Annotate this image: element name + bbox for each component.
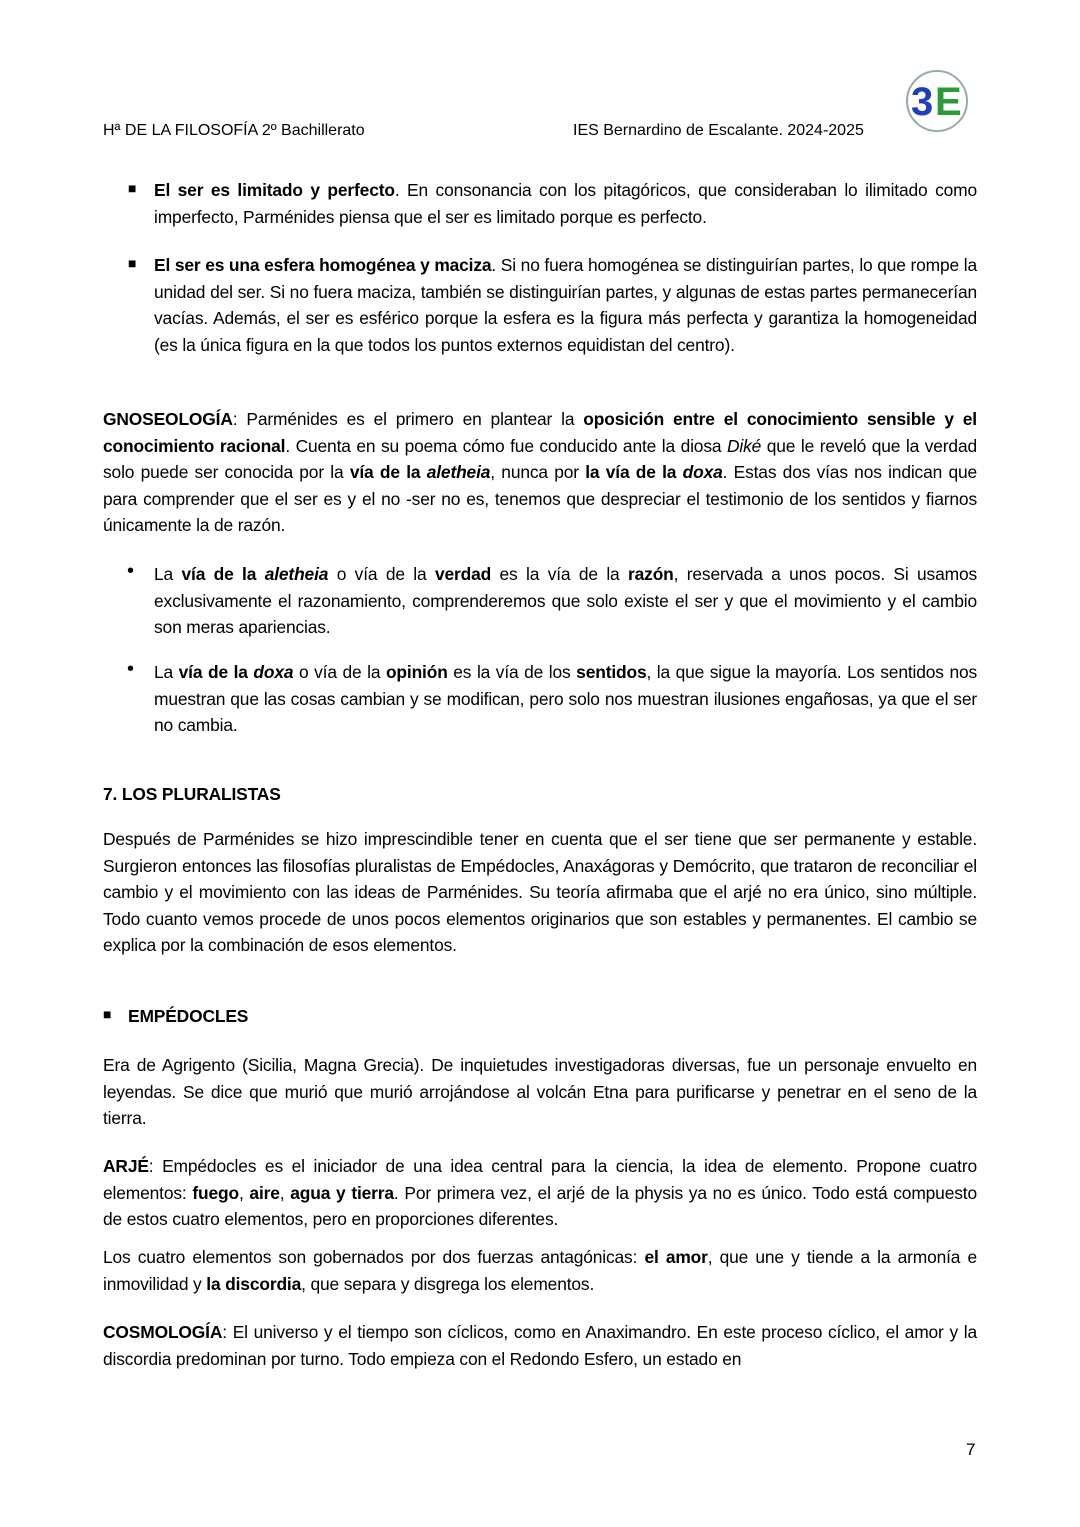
round-bullet-icon: • xyxy=(127,560,135,582)
section-heading-pluralistas xyxy=(103,781,977,808)
header-course: Hª DE LA FILOSOFÍA 2º Bachillerato xyxy=(103,122,365,139)
text-run: o vía de la xyxy=(328,564,435,584)
text-run: razón xyxy=(628,564,674,584)
svg-text:3: 3 xyxy=(911,80,934,124)
text-run: . Por primera vez, el arjé de la physis ya no es único. Todo está compuesto de estos cuatro elementos, pero en proporciones diferentes. xyxy=(103,1182,977,1230)
text-run: . Si no fuera homogénea se distinguirían partes, lo que rompe la unidad del ser. Si no fuera maciza, también se distinguirían partes, y algunas de estas partes permanecerían vacías. Además, el ser es esférico porque la esfera es la figura más perfecta y garantiza la homogeneidad (es la única figura en la que todos los puntos externos equidistan del centro). xyxy=(154,255,977,355)
text-run: aletheia xyxy=(426,462,491,483)
text-run: 7. LOS PLURALISTAS xyxy=(103,784,281,804)
text-run: , xyxy=(238,1182,250,1203)
text-run: verdad xyxy=(434,564,492,584)
text-run: oposición entre el conocimiento sensible y el conocimiento racional xyxy=(103,409,977,456)
text-run: , nunca por xyxy=(490,462,586,483)
text-run: La xyxy=(154,662,179,682)
text-run: el amor xyxy=(644,1247,708,1267)
square-bullet-icon: ■ xyxy=(128,180,137,196)
text-run: . Cuenta en su poema cómo fue conducido ante la diosa xyxy=(285,435,727,456)
bullet-doxa xyxy=(154,659,977,739)
text-run: La xyxy=(154,564,182,584)
text-run: aletheia xyxy=(264,564,329,584)
text-run: ARJÉ xyxy=(103,1156,149,1176)
school-logo xyxy=(904,68,970,134)
text-run: aire xyxy=(249,1182,280,1203)
text-run: es la vía de la xyxy=(491,564,629,584)
page-number: 7 xyxy=(966,1440,976,1459)
text-run: , que une y tiende a la armonía e inmovilidad y xyxy=(103,1247,978,1294)
subheading-empedocles xyxy=(128,1003,977,1030)
text-run: , la que sigue la mayoría. Los sentidos nos muestran que las cosas cambian y se modifican, pero solo nos muestran ilusiones engañosas, ya que el ser no cambia. xyxy=(154,662,978,736)
text-run: agua y tierra xyxy=(290,1182,394,1203)
text-run: : Empédocles es el iniciador de una idea central para la ciencia, la idea de elemento. Propone cuatro elementos: xyxy=(103,1156,977,1203)
text-run: El ser es limitado y perfecto xyxy=(154,180,395,200)
text-run: , reservada a unos pocos. Si usamos exclusivamente el razonamiento, comprenderemos que solo existe el ser y que el movimiento y el cambio son meras apariencias. xyxy=(154,564,978,638)
text-run: doxa xyxy=(253,662,294,682)
text-run: : Parménides es el primero en plantear la xyxy=(232,409,584,429)
text-run: COSMOLOGÍA xyxy=(103,1322,223,1342)
text-run: El ser es una esfera homogénea y maciza xyxy=(154,255,492,275)
header-school: IES Bernardino de Escalante. 2024-2025 xyxy=(573,122,864,139)
text-run: , que separa y disgrega los elementos. xyxy=(301,1273,595,1294)
text-run: Los cuatro elementos son gobernados por dos fuerzas antagónicas: xyxy=(103,1247,645,1267)
paragraph-fuerzas xyxy=(103,1244,977,1297)
text-run: vía de la xyxy=(181,564,265,584)
bullet-limitado xyxy=(154,177,977,230)
text-run: . Estas dos vías nos indican que para comprender que el ser es y el no -ser no es, tenemos que despreciar el testimonio de los sentidos y fiarnos únicamente la de razón. xyxy=(103,462,978,536)
bullet-esfera xyxy=(154,252,977,358)
square-bullet-icon: ■ xyxy=(128,255,137,271)
text-run: vía de la xyxy=(349,462,427,483)
paragraph-arje xyxy=(103,1153,977,1233)
square-bullet-icon: ■ xyxy=(103,1006,112,1022)
text-run: o vía de la xyxy=(293,662,386,682)
text-run: . En consonancia con los pitagóricos, que consideraban lo ilimitado como imperfecto, Parménides piensa que el ser es limitado porque es perfecto. xyxy=(154,180,977,227)
text-run: vía de la xyxy=(178,662,254,682)
paragraph-agrigento xyxy=(103,1052,977,1132)
round-bullet-icon: • xyxy=(127,658,135,680)
paragraph-pluralistas xyxy=(103,826,977,959)
svg-text:E: E xyxy=(935,80,962,124)
text-run: fuego xyxy=(192,1182,239,1203)
paragraph-cosmologia xyxy=(103,1319,977,1372)
text-run: que le reveló que la verdad solo puede ser conocida por la xyxy=(103,435,977,483)
text-run: sentidos xyxy=(576,662,647,682)
text-run: la vía de la xyxy=(585,462,683,483)
text-run: opinión xyxy=(385,662,448,682)
bullet-aletheia xyxy=(154,561,977,641)
text-run: : El universo y el tiempo son cíclicos, como en Anaximandro. En este proceso cíclico, el amor y la discordia predominan por turno. Todo empieza con el Redondo Esfero, un estado en xyxy=(103,1322,977,1369)
paragraph-gnoseologia xyxy=(103,406,977,539)
text-run: GNOSEOLOGÍA xyxy=(103,409,233,429)
text-run: Era de Agrigento (Sicilia, Magna Grecia). De inquietudes investigadoras diversas, fue un personaje envuelto en leyendas. Se dice que murió que murió arrojándose al volcán Etna para purificarse y penetrar en el seno de la tierra. xyxy=(103,1055,977,1129)
text-run: Diké xyxy=(726,435,762,456)
text-run: Después de Parménides se hizo imprescindible tener en cuenta que el ser tiene que ser permanente y estable. Surgieron entonces las filosofías pluralistas de Empédocles, Anaxágoras y Demócrito, que trataron de reconciliar el cambio y el movimiento con las ideas de Parménides. Su teoría afirmaba que el arjé no era único, sino múltiple. Todo cuanto vemos procede de unos pocos elementos originarios que son estables y permanentes. El cambio se explica por la combinación de esos elementos. xyxy=(103,829,977,956)
text-run: EMPÉDOCLES xyxy=(128,1006,249,1026)
text-run: doxa xyxy=(682,462,723,483)
text-run: es la vía de los xyxy=(447,662,577,682)
text-run: , xyxy=(279,1182,291,1203)
text-run: la discordia xyxy=(206,1273,302,1294)
